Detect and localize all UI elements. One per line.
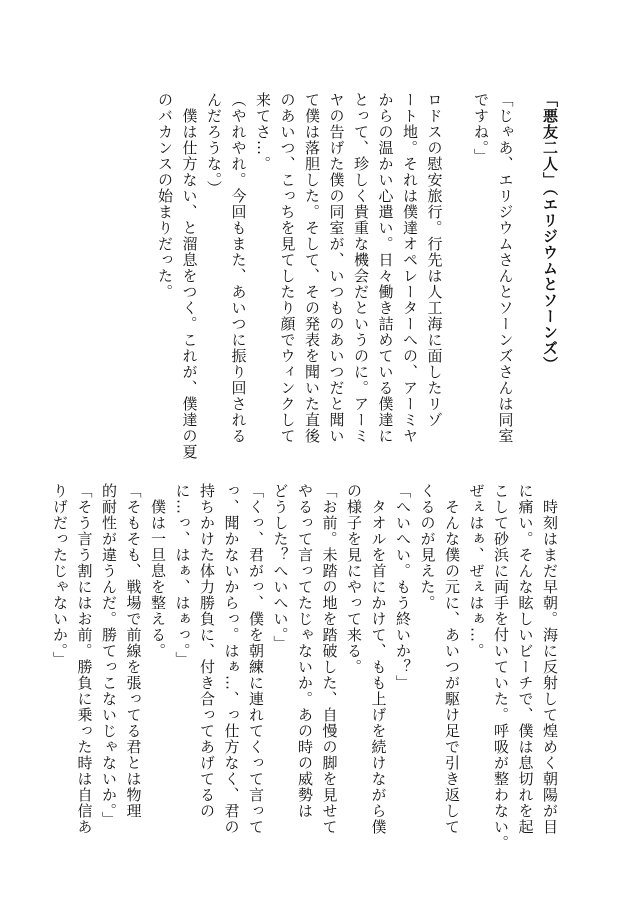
- text-line: に痛い。そんな眩しいビーチで、僕は息切れを起: [516, 483, 535, 835]
- text-line: ですね。」: [472, 92, 490, 165]
- text-line: りげだったじゃないか。」: [51, 483, 69, 668]
- text-line: こして砂浜に両手を付いていた。呼吸が整わない。: [492, 483, 510, 851]
- upper-text-block: [153, 92, 563, 460]
- text-line: 的耐性が違うんだ。勝てっこないじゃないか。」: [100, 483, 118, 828]
- text-line: とって、珍しく貴重な機会だというのに。アーミ: [352, 92, 370, 444]
- text-line: て僕は落胆した。そして、その発表を聞いた直後: [303, 92, 321, 444]
- text-line: くるのが見えた。: [418, 483, 437, 611]
- text-line: 僕は一旦息を整える。: [149, 483, 167, 659]
- text-line: 来てさ…。: [254, 92, 272, 172]
- lower-text-block: [48, 483, 563, 851]
- text-line: 「じゃあ、エリジウムさんとソーンズさんは同室: [496, 92, 515, 444]
- text-line: のバカンスの始まりだった。: [156, 92, 174, 300]
- text-line: っ、聞かないからっ。はぁ…、っ仕方なく、君の: [222, 483, 241, 835]
- text-line: んだろうな。）: [205, 92, 223, 197]
- text-line: のあいつ、こっちを見てしたり顔でウィンクして: [278, 92, 297, 444]
- text-line: どうした？へいへい。」: [271, 483, 290, 652]
- text-line: ぜぇはぁ、ぜぇはぁ…。: [467, 483, 486, 659]
- text-line: の様子を見にやって来る。: [345, 483, 363, 675]
- text-line: そんな僕の元に、あいつが駆け足で引き返して: [443, 483, 461, 835]
- text-line: 「へいへい。もう終いか？」: [394, 483, 412, 691]
- text-line: タオルを首にかけて、もも上げを続けながら僕: [369, 483, 388, 835]
- text-line: 時刻はまだ早朝。海に反射して煌めく朝陽が目: [541, 483, 559, 835]
- text-line: やるって言ってたじゃないか。あの時の威勢は: [296, 483, 314, 819]
- text-line: ート地。それは僕達オペレーターへの、アーミヤ: [401, 92, 419, 444]
- text-line: ロドスの慰安旅行。行先は人工海に面したリゾ: [425, 92, 444, 428]
- text-line: に…っ、はぁ、はぁっ。」: [173, 483, 192, 668]
- text-line: （やれやれ。今回もまた、あいつに振り回される: [229, 92, 248, 444]
- text-line: 「そもそも、戦場で前線を張ってる君とは物理: [124, 483, 143, 819]
- text-line: ヤの告げた僕の同室が、いつものあいつだと聞い: [327, 92, 346, 444]
- text-line: 「そう言う割にはお前。勝負に乗った時は自信あ: [75, 483, 94, 835]
- text-line: からの温かい心遣い。日々働き詰めている僕達に: [376, 92, 395, 444]
- story-title: 「悪友二人」（エリジウムとソーンズ）: [541, 92, 559, 373]
- text-line: 「お前。未踏の地を踏破した、自慢の脚を見せて: [320, 483, 339, 835]
- text-line: 持ちかけた体力勝負に、付き合ってあげてるの: [198, 483, 216, 819]
- text-line: 「くっ、君がっ、僕を朝練に連れてくって言って: [247, 483, 265, 835]
- text-line: 僕は仕方ない、と溜息をつく。これが、僕達の夏: [180, 92, 199, 460]
